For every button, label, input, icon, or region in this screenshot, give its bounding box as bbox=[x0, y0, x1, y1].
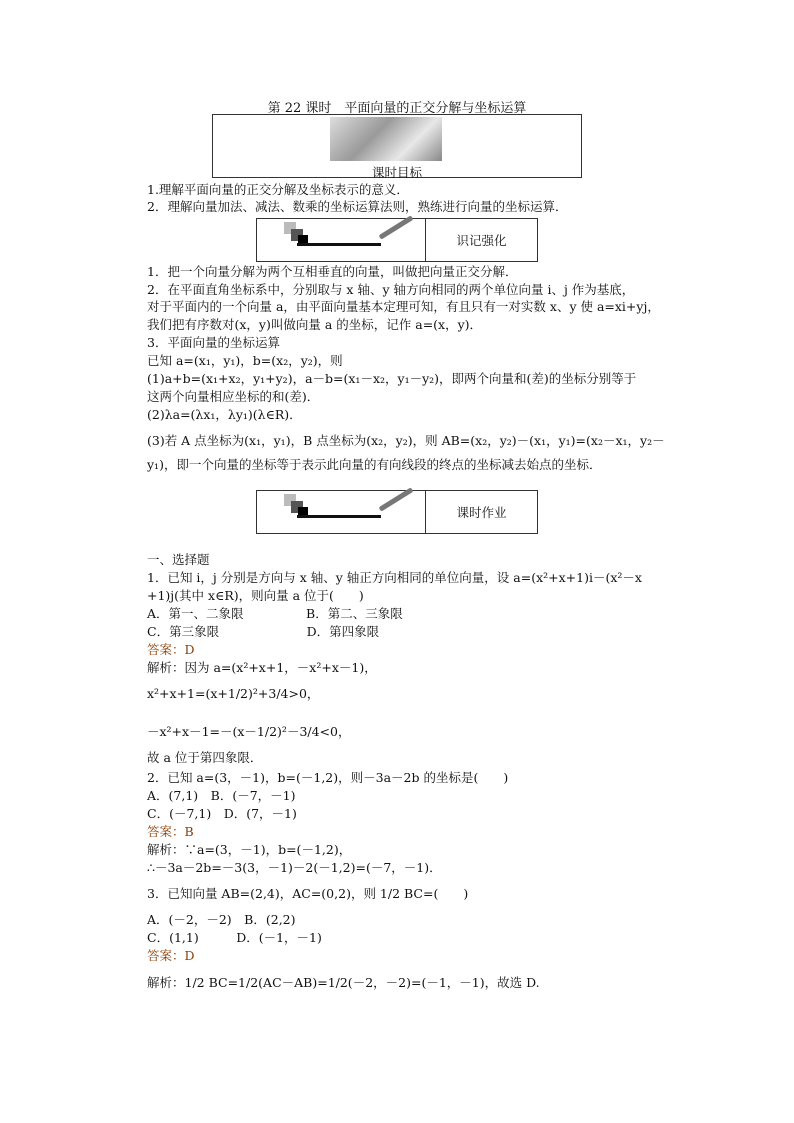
note-line: 已知 a=(x₁，y₁)，b=(x₂，y₂)，则 bbox=[147, 353, 343, 368]
exercise-line: C．(－7,1) D．(7，－1) bbox=[147, 806, 297, 821]
exercise-line: 故 a 位于第四象限． bbox=[147, 750, 263, 765]
pen-icon bbox=[379, 487, 414, 511]
answer-line: 答案：D bbox=[147, 642, 195, 657]
decor-bar bbox=[297, 243, 381, 246]
section-label: 课时作业 bbox=[456, 505, 507, 520]
note-line: 2．在平面直角坐标系中，分别取与 x 轴、y 轴方向相同的两个单位向量 i、j 作为基底， bbox=[147, 282, 635, 297]
note-line: (3)若 A 点坐标为(x₁，y₁)，B 点坐标为(x₂，y₂)，则 AB=(x₂，y₂)－(x₁，y₁)=(x₂－x₁，y₂－ bbox=[147, 433, 665, 448]
answer-line: 答案：B bbox=[147, 824, 194, 839]
section-header-homework bbox=[256, 490, 538, 534]
exercise-line: 1．已知 i，j 分别是方向与 x 轴、y 轴正方向相同的单位向量，设 a=(x²+x+1)i－(x²－x bbox=[147, 570, 642, 585]
exercise-line: x²+x+1=(x+1/2)²+3/4>0， bbox=[147, 686, 320, 701]
exercise-line: +1)j(其中 x∈R)，则向量 a 位于( ) bbox=[147, 588, 364, 603]
lesson-banner bbox=[212, 114, 582, 178]
exercise-line: 一、选择题 bbox=[147, 552, 210, 567]
exercise-line: A．第一、二象限 B．第二、三象限 bbox=[147, 606, 403, 621]
note-line: 1．把一个向量分解为两个互相垂直的向量，叫做把向量正交分解． bbox=[147, 264, 518, 279]
goal-line: 2．理解向量加法、减法、数乘的坐标运算法则，熟练进行向量的坐标运算． bbox=[147, 199, 568, 214]
exercise-line: ∴－3a－2b=－3(3，－1)－2(－1,2)=(－7，－1)． bbox=[147, 860, 442, 875]
pen-icon bbox=[379, 215, 414, 239]
exercise-line: －x²+x－1=－(x－1/2)²－3/4<0， bbox=[147, 724, 351, 739]
exercise-line: C．第三象限 D．第四象限 bbox=[147, 624, 380, 639]
note-line: 对于平面内的一个向量 a，由平面向量基本定理可知，有且只有一对实数 x、y 使 a=xi+yj， bbox=[147, 299, 660, 314]
note-line: (1)a+b=(x₁+x₂，y₁+y₂)，a－b=(x₁－x₂，y₁－y₂)，即两个向量和(差)的坐标分别等于 bbox=[147, 371, 637, 386]
decor-bar bbox=[297, 515, 381, 518]
exercise-line: 3．已知向量 AB=(2,4)，AC=(0,2)，则 1/2 BC=( ) bbox=[147, 886, 469, 901]
exercise-line: A．(7,1) B．(－7，－1) bbox=[147, 788, 296, 803]
exercise-line: 解析：∵a=(3，－1)，b=(－1,2)， bbox=[147, 842, 352, 857]
exercise-line: A．(－2，－2) B．(2,2) bbox=[147, 912, 296, 927]
lesson-title: 第 22 课时 平面向量的正交分解与坐标运算 bbox=[267, 101, 527, 116]
exercise-line: C．(1,1) D．(－1，－1) bbox=[147, 930, 322, 945]
note-line: 我们把有序数对(x，y)叫做向量 a 的坐标，记作 a=(x，y)． bbox=[147, 317, 483, 332]
exercise-line: 解析：1/2 BC=1/2(AC－AB)=1/2(－2，－2)=(－1，－1)，故选 D. bbox=[147, 975, 540, 990]
banner-caption: 课时目标 bbox=[371, 165, 422, 180]
banner-image bbox=[330, 117, 442, 161]
note-line: y₁)，即一个向量的坐标等于表示此向量的有向线段的终点的坐标减去始点的坐标． bbox=[147, 457, 602, 472]
exercise-line: 解析：因为 a=(x²+x+1，－x²+x－1)， bbox=[147, 660, 377, 675]
goal-line: 1.理解平面向量的正交分解及坐标表示的意义． bbox=[147, 182, 409, 197]
note-line: 3．平面向量的坐标运算 bbox=[147, 335, 280, 350]
section-header-memorize bbox=[256, 218, 538, 262]
exercise-line: 2．已知 a=(3，－1)，b=(－1,2)，则－3a－2b 的坐标是( ) bbox=[147, 770, 509, 785]
answer-line: 答案：D bbox=[147, 948, 195, 963]
note-line: 这两个向量相应坐标的和(差)． bbox=[147, 389, 320, 404]
section-label: 识记强化 bbox=[456, 233, 507, 248]
note-line: (2)λa=(λx₁，λy₁)(λ∈R)． bbox=[147, 407, 302, 422]
